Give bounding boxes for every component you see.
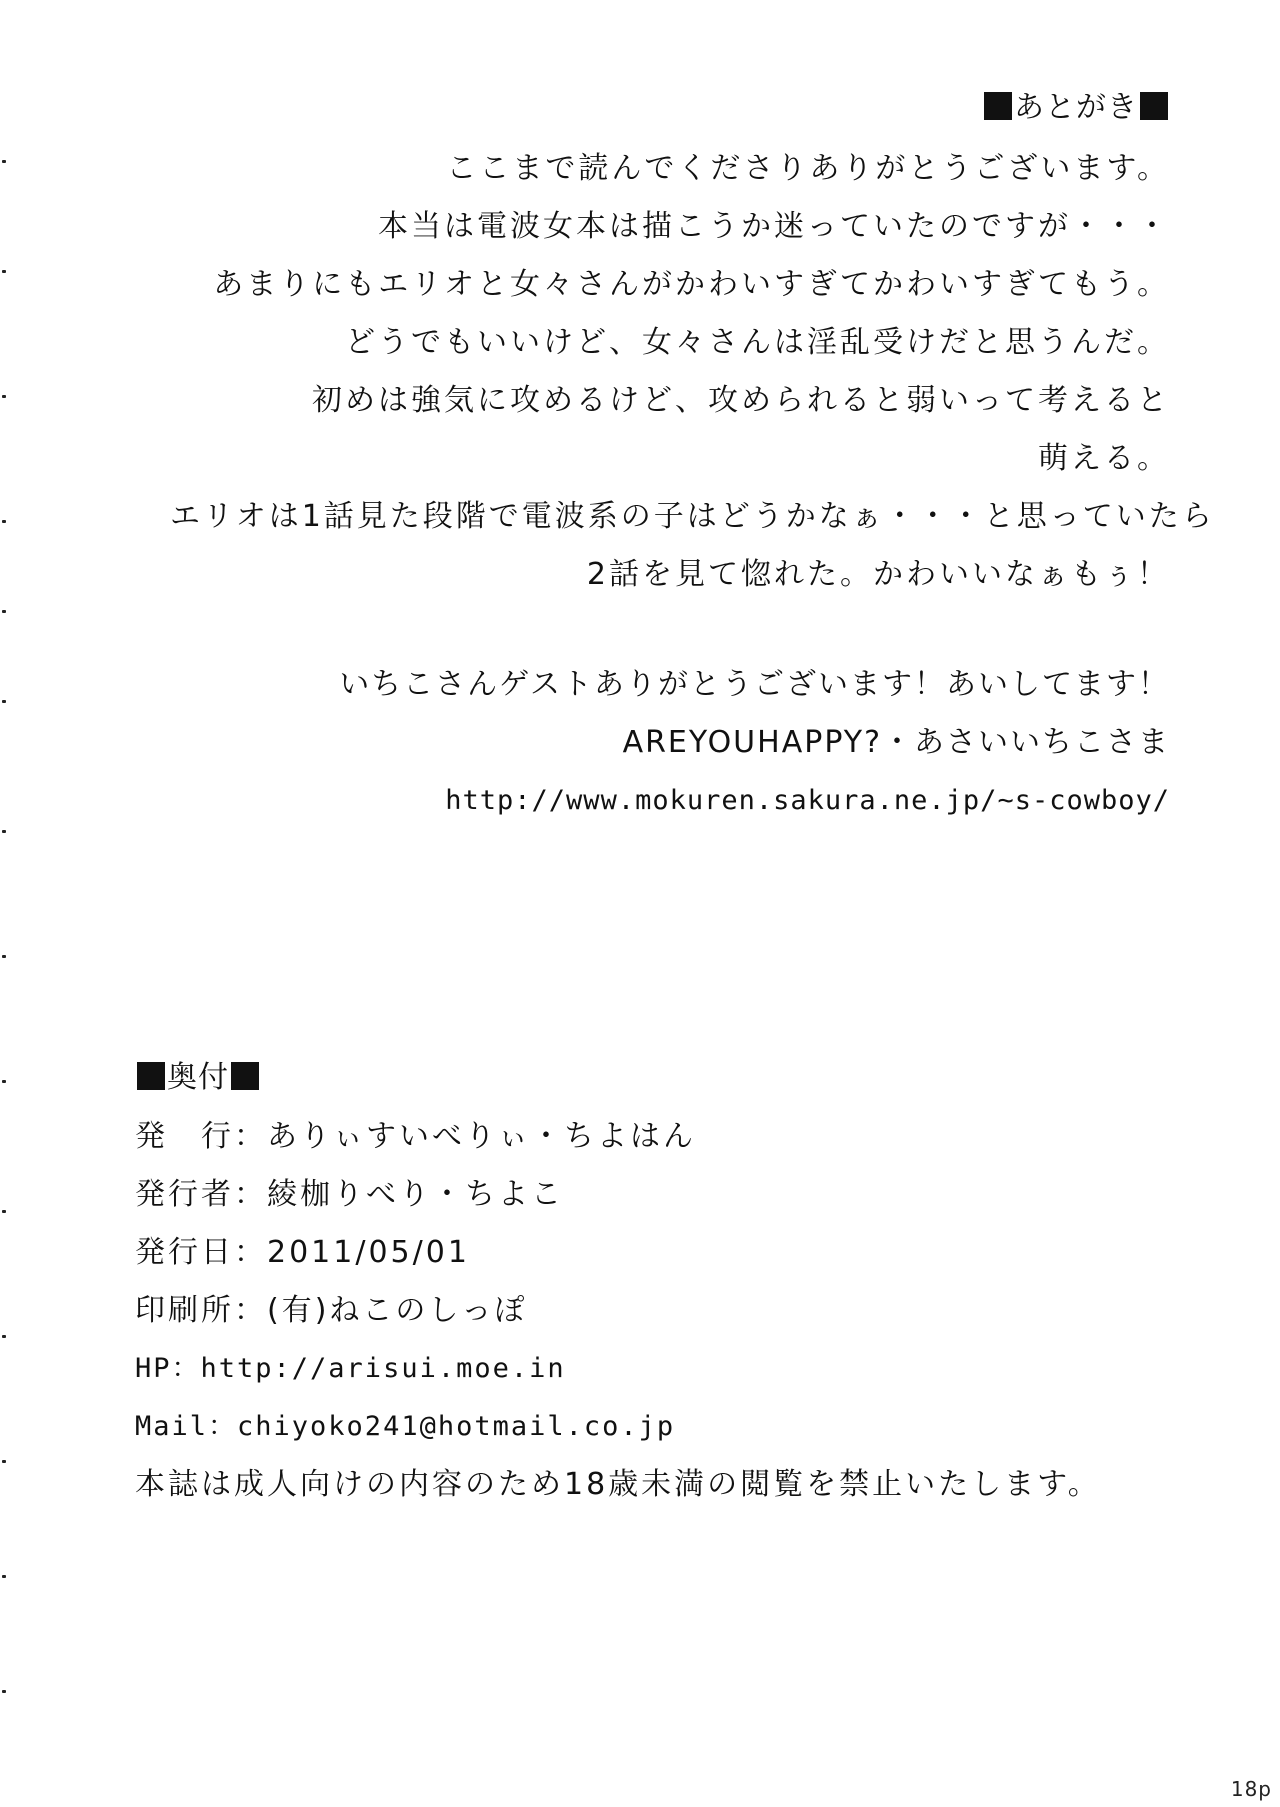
afterword-heading-text: あとがき: [1014, 90, 1138, 125]
afterword-section: [170, 88, 1215, 830]
afterword-line: 2話を見て惚れた。かわいいなぁもぅ！: [586, 557, 1170, 592]
afterword-line: 初めは強気に攻めるけど、攻められると弱いって考えると: [312, 383, 1170, 418]
afterword-line: 萌える。: [1038, 441, 1170, 476]
page-number: 18p: [1230, 1777, 1272, 1801]
square-bullet-icon: [231, 1062, 259, 1090]
colophon-heading-text: 奥付: [167, 1060, 229, 1095]
issuer-line: 発行者：綾枷りべり・ちよこ: [135, 1177, 564, 1212]
colophon-body: [135, 1108, 1135, 1514]
guest-url: http://www.mokuren.sakura.ne.jp/~s-cowboy/: [445, 785, 1170, 816]
square-bullet-icon: [137, 1062, 165, 1090]
square-bullet-icon: [1140, 92, 1168, 120]
afterword-line: あまりにもエリオと女々さんがかわいすぎてかわいすぎてもう。: [213, 267, 1170, 302]
afterword-line: ここまで読んでくださりありがとうございます。: [446, 151, 1170, 186]
issue-date-line: 発行日：2011/05/01: [135, 1235, 470, 1270]
mail-line: Mail：chiyoko241@hotmail.co.jp: [135, 1411, 676, 1442]
colophon-heading: [135, 1058, 1135, 1098]
guest-circle-line: AREYOUHAPPY?・あさいいちこさま: [622, 725, 1170, 760]
binding-edge-marks: [0, 0, 10, 1807]
printer-line: 印刷所：(有)ねこのしっぽ: [135, 1293, 528, 1328]
afterword-heading: [170, 88, 1170, 128]
afterword-line: どうでもいいけど、女々さんは淫乱受けだと思うんだ。: [345, 325, 1170, 360]
guest-line: いちこさんゲストありがとうございます！あいしてます！: [339, 667, 1170, 702]
colophon-section: [135, 1058, 1135, 1514]
publisher-line: 発 行：ありぃすいべりぃ・ちよはん: [135, 1119, 696, 1154]
afterword-line: エリオは1話見た段階で電波系の子はどうかなぁ・・・と思っていたら: [170, 499, 1215, 534]
homepage-line: HP：http://arisui.moe.in: [135, 1353, 566, 1384]
afterword-body: [170, 140, 1215, 604]
guest-thanks: [170, 656, 1170, 830]
afterword-line: 本当は電波女本は描こうか迷っていたのですが・・・: [378, 209, 1170, 244]
age-notice-line: 本誌は成人向けの内容のため18歳未満の閲覧を禁止いたします。: [135, 1467, 1101, 1502]
square-bullet-icon: [984, 92, 1012, 120]
